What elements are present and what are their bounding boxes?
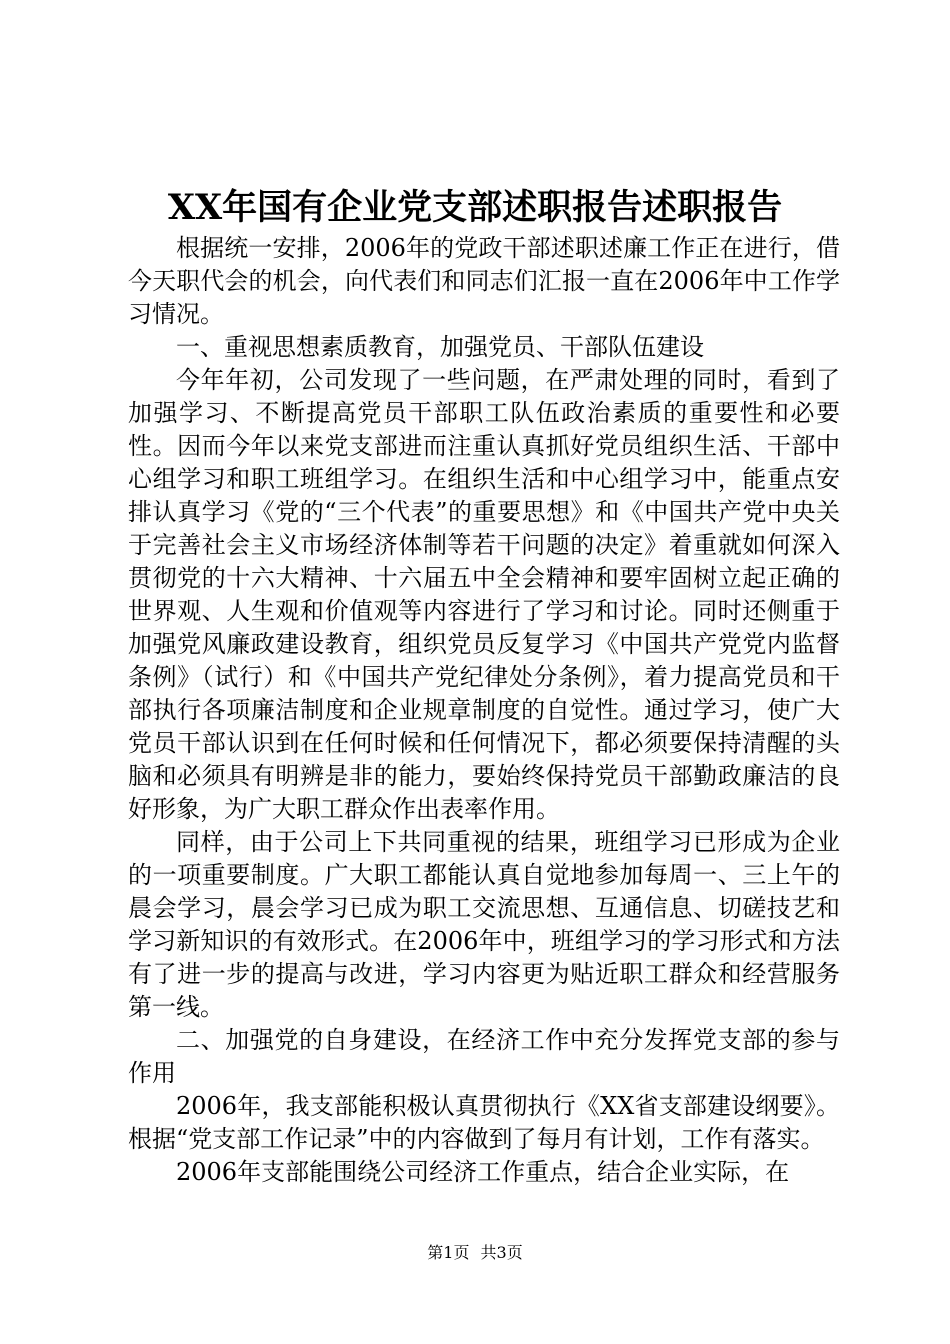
paragraph-team-study: 同样，由于公司上下共同重视的结果，班组学习已形成为企业的一项重要制度。广大职工都能认真自觉地参加每周一、三上午的晨会学习，晨会学习已成为职工交流思想、互通信息、切磋技艺和学习新知识的有效形式。在2006年中，班组学习的学习形式和方法有了进一步的提高与改进，学习内容更为贴近职工群众和经营服务第一线。 bbox=[128, 828, 840, 1021]
paragraph-economic-work: 2006年支部能围绕公司经济工作重点，结合企业实际，在 bbox=[176, 1158, 790, 1186]
page-footer bbox=[0, 1241, 950, 1265]
paragraph-branch-construction: 2006年，我支部能积极认真贯彻执行《XX省支部建设纲要》。根据“党支部工作记录”中的内容做到了每月有计划，工作有落实。 bbox=[128, 1092, 840, 1153]
paragraph-intro: 根据统一安排，2006年的党政干部述职述廉工作正在进行，借今天职代会的机会，向代表们和同志们汇报一直在2006年中工作学习情况。 bbox=[128, 234, 840, 328]
document-title: XX年国有企业党支部述职报告述职报告 bbox=[167, 187, 783, 228]
page-total: 共3页 bbox=[480, 1243, 523, 1262]
paragraph-study: 今年年初，公司发现了一些问题，在严肃处理的同时，看到了加强学习、不断提高党员干部职工队伍政治素质的重要性和必要性。因而今年以来党支部进而注重认真抓好党员组织生活、干部中心组学习和职工班组学习。在组织生活和中心组学习中，能重点安排认真学习《党的“三个代表”的重要思想》和《中国共产党中央关于完善社会主义市场经济体制等若干问题的决定》着重就如何深入贯彻党的十六大精神、十六届五中全会精神和要牢固树立起正确的世界观、人生观和价值观等内容进行了学习和讨论。同时还侧重于加强党风廉政建设教育，组织党员反复学习《中国共产党党内监督条例》（试行）和《中国共产党纪律处分条例》，着力提高党员和干部执行各项廉洁制度和企业规章制度的自觉性。通过学习，使广大党员干部认识到在任何时候和任何情况下，都必须要保持清醒的头脑和必须具有明辨是非的能力，要始终保持党员干部勤政廉洁的良好形象，为广大职工群众作出表率作用。 bbox=[128, 366, 840, 823]
section-heading-2: 二、加强党的自身建设，在经济工作中充分发挥党支部的参与作用 bbox=[128, 1026, 840, 1087]
page-number: 第1页 bbox=[427, 1243, 470, 1262]
document-body bbox=[128, 232, 840, 1189]
section-heading-1: 一、重视思想素质教育，加强党员、干部队伍建设 bbox=[176, 333, 704, 361]
